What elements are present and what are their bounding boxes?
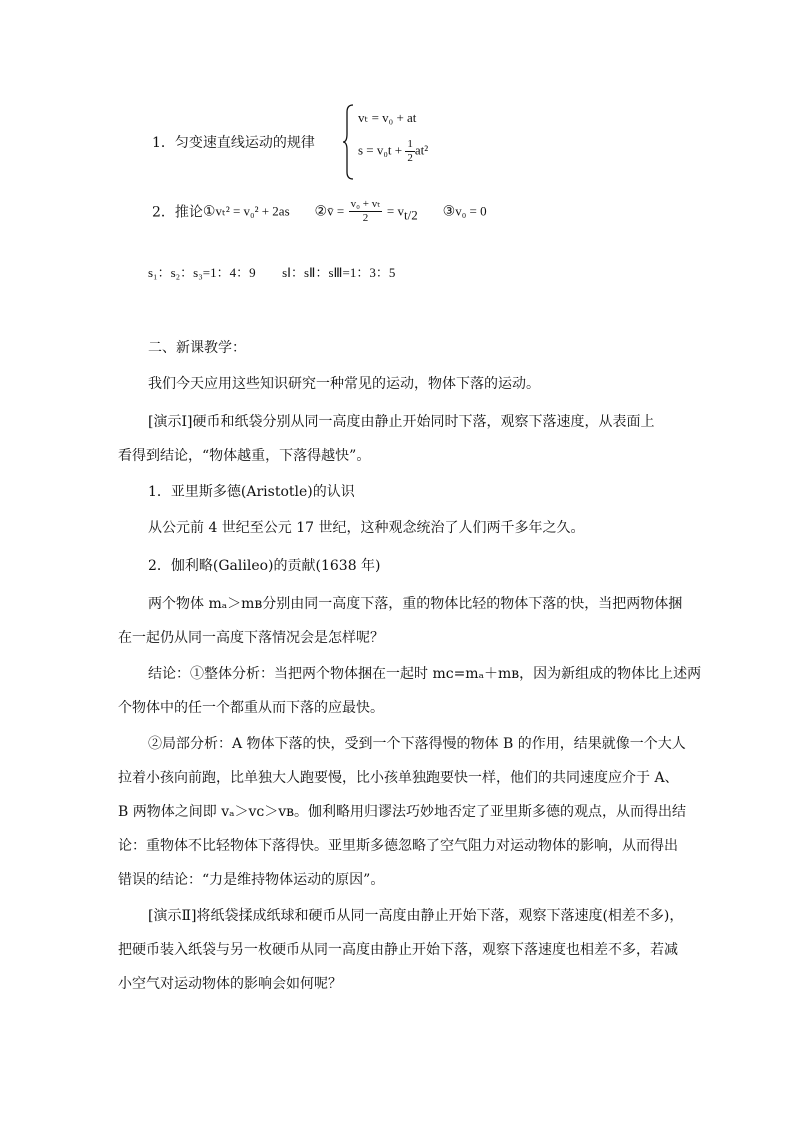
paragraph-demo1-line1: [演示Ⅰ]硬币和纸袋分别从同一高度由静止开始同时下落，观察下落速度，从表面上 (148, 414, 655, 430)
avg-num: v₀ + vₜ (350, 198, 381, 210)
paragraph-demo1-line2: 看得到结论，“物体越重，下落得越快”。 (118, 448, 371, 464)
paragraph-local-line2: 拉着小孩向前跑，比单独大人跑要慢，比小孩单独跑要快一样，他们的共同速度应介于 A、 (118, 770, 679, 786)
fraction-average-velocity (349, 198, 383, 225)
formula-1-label: 1．匀变速直线运动的规律 (152, 135, 315, 151)
paragraph-demo2-line3: 小空气对运动物体的影响会如何呢？ (118, 976, 342, 992)
corollary-2-left: v̄ = (327, 203, 345, 219)
subheading-galileo: 2．伽利略(Galileo)的贡献(1638 年) (148, 558, 381, 574)
paragraph-local-line5: 错误的结论：“力是维持物体运动的原因”。 (118, 872, 385, 888)
corollary-2-right: = v (386, 203, 404, 219)
circle-2: ② (314, 203, 328, 220)
corollary-3: v₀ = 0 (455, 203, 487, 219)
left-brace-icon (342, 104, 354, 180)
ratio-consecutive: s₁：s₂：s₃=1：4：9 (148, 265, 256, 280)
paragraph-question-line2: 在一起仍从同一高度下落情况会是怎样呢？ (118, 630, 384, 646)
formula-velocity: vₜ = v₀ + at (358, 110, 417, 125)
fraction-half (405, 138, 415, 165)
ratio-intervals: sⅠ：sⅡ：sⅢ=1：3：5 (282, 265, 396, 280)
paragraph-question-line1: 两个物体 mₐ＞mʙ分别由同一高度下落，重的物体比轻的物体下落的快，当把两物体捆 (148, 596, 683, 612)
avg-den: 2 (362, 212, 369, 224)
corollary-2-sub: t/2 (404, 207, 418, 223)
paragraph-intro: 我们今天应用这些知识研究一种常见的运动，物体下落的运动。 (148, 376, 540, 392)
frac-num: 1 (407, 138, 413, 150)
paragraph-demo2-line1: [演示Ⅱ]将纸袋揉成纸球和硬币从同一高度由静止开始下落，观察下落速度(相差不多)， (148, 908, 684, 924)
subheading-aristotle: 1．亚里斯多德(Aristotle)的认识 (148, 484, 355, 500)
circle-1: ① (202, 203, 216, 220)
formula-displacement (358, 138, 428, 165)
formula-2-label: 2．推论 (152, 204, 203, 221)
paragraph-aristotle: 从公元前 4 世纪至公元 17 世纪，这种观念统治了人们两千多年之久。 (148, 520, 585, 536)
formula-corollaries (152, 198, 487, 225)
displacement-right: at² (414, 142, 429, 158)
ratio-line (148, 262, 395, 281)
section-heading: 二、新课教学： (148, 340, 246, 356)
frac-den: 2 (407, 152, 413, 164)
paragraph-conclusion-line1: 结论：①整体分析：当把两个物体捆在一起时 mᴄ=mₐ＋mʙ，因为新组成的物体比上述两 (148, 666, 702, 682)
corollary-1: vₜ² = v₀² + 2as (215, 203, 290, 219)
paragraph-local-line3: B 两物体之间即 vₐ＞vᴄ＞vʙ。伽利略用归谬法巧妙地否定了亚里斯多德的观点，从而得出结 (118, 804, 687, 820)
paragraph-local-line1: ②局部分析：A 物体下落的快，受到一个下落得慢的物体 B 的作用，结果就像一个大人 (148, 736, 686, 752)
paragraph-demo2-line2: 把硬币装入纸袋与另一枚硬币从同一高度由静止开始下落，观察下落速度也相差不多，若减 (118, 942, 678, 958)
paragraph-conclusion-line2: 个物体中的任一个都重从而下落的应最快。 (118, 700, 384, 716)
displacement-left: s = v₀t + (358, 142, 406, 158)
circle-3: ③ (442, 203, 456, 220)
paragraph-local-line4: 论：重物体不比轻物体下落得快。亚里斯多德忽略了空气阻力对运动物体的影响，从而得出 (118, 838, 678, 854)
